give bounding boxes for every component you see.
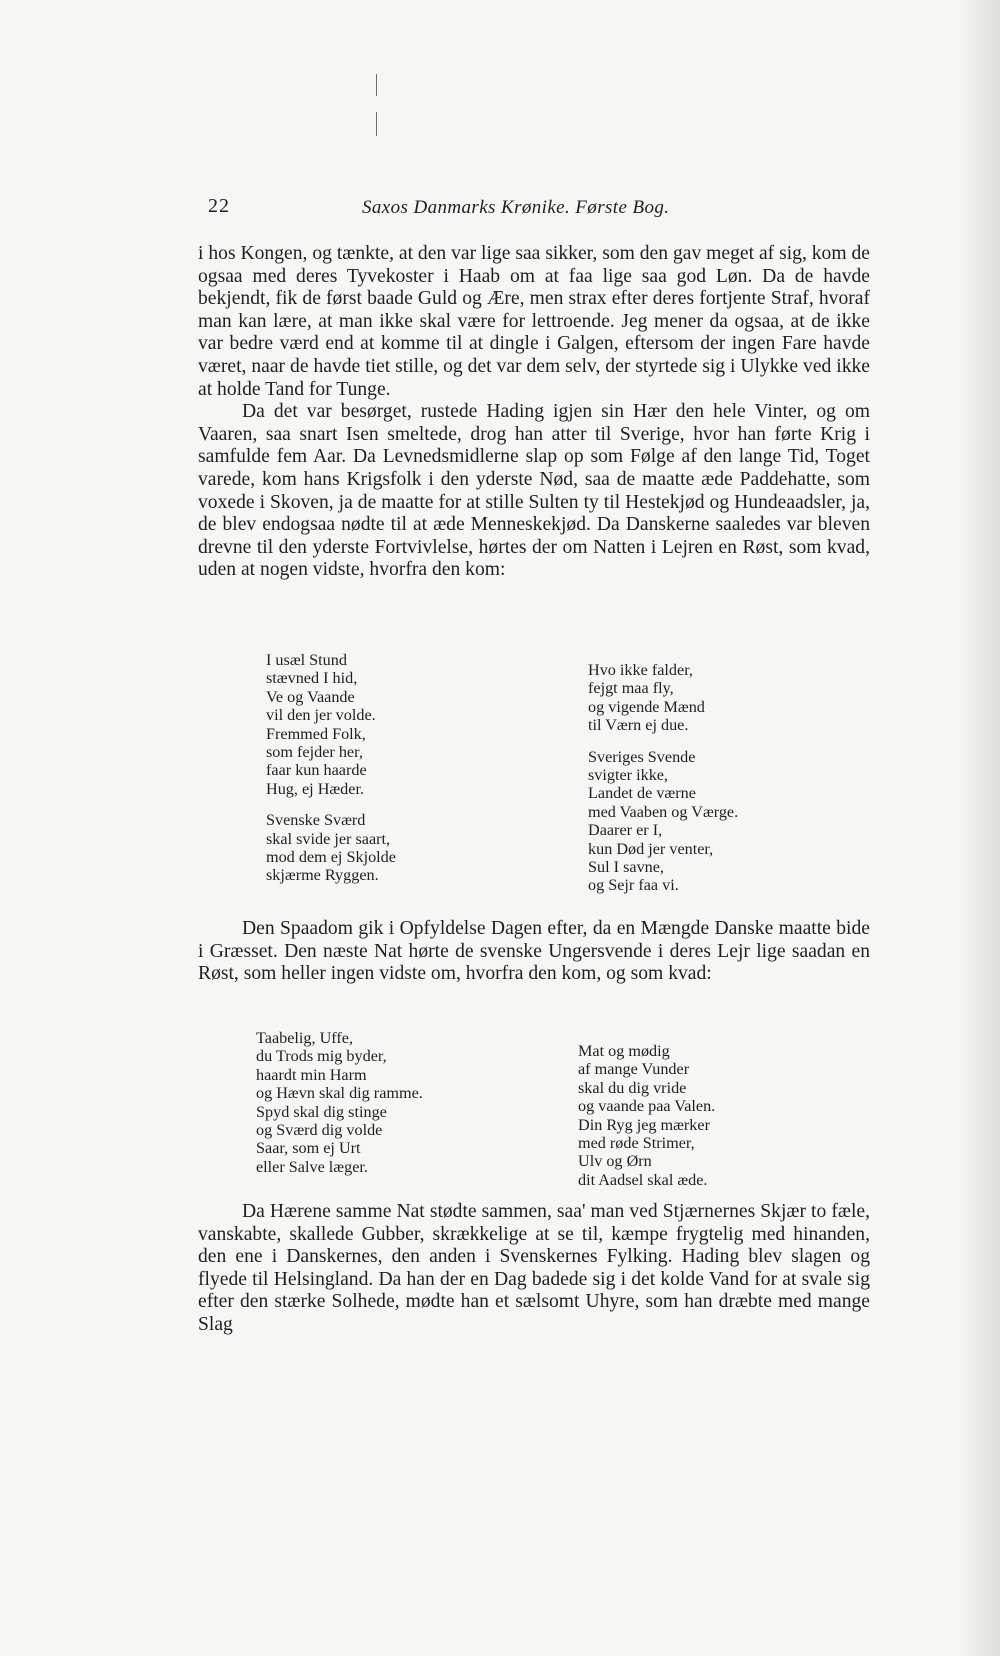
stanza (256, 1029, 423, 1176)
stanza (266, 811, 396, 885)
verse-line: dit Aadsel skal æde. (578, 1170, 708, 1189)
verse-line: du Trods mig byder, (256, 1047, 387, 1066)
verse-line: faar kun haarde (266, 761, 367, 780)
verse-line: med Vaaben og Værge. (588, 802, 739, 821)
verse-line: kun Død jer venter, (588, 839, 714, 858)
verse-line: med røde Strimer, (578, 1134, 695, 1153)
poem-2-right-column (578, 1042, 715, 1202)
verse-line: Spyd skal dig stinge (256, 1102, 387, 1121)
poem-2-left-column (256, 1029, 423, 1189)
verse-line: og vigende Mænd (588, 697, 705, 716)
verse-line: vil den jer volde. (266, 706, 376, 725)
verse-line: skjærme Ryggen. (266, 866, 379, 885)
verse-line: haardt min Harm (256, 1065, 367, 1084)
verse-line: Fremmed Folk, (266, 724, 366, 743)
gutter-line (376, 112, 377, 136)
paragraph: Da Hærene samme Nat stødte sammen, saa' man ved Stjærnernes Skjær to fæle, vanskabte, skallede Gubber, skrækkelige at se til, kæmpe frygtelig med hinanden, den ene i Danskernes, den anden i Svenskernes Fylking. Hading blev slagen og flyede til Helsingland. Da han der en Dag badede sig i det kolde Vand for at svale sig efter den stærke Solhede, mødte han et sælsomt Uhyre, som han dræbte med mange Slag (198, 1201, 870, 1335)
verse-line: Landet de værne (588, 784, 696, 803)
verse-line: stævned I hid, (266, 669, 358, 688)
verse-line: Svenske Sværd (266, 811, 366, 830)
stanza (588, 748, 738, 895)
paragraph: Den Spaadom gik i Opfyldelse Dagen efter, da en Mængde Danske maatte bide i Græsset. Den næste Nat hørte de svenske Ungersvende i deres Lejr lige saadan en Røst, som heller ingen vidste om, hvorfra den kom, og som kvad: (198, 918, 870, 985)
poem-1-left-column (266, 651, 396, 898)
verse-line: Hug, ej Hæder. (266, 779, 365, 798)
verse-line: Daarer er I, (588, 821, 663, 840)
poem-1-right-column (588, 661, 738, 908)
verse-line: Ulv og Ørn (578, 1152, 652, 1171)
verse-line: Taabelig, Uffe, (256, 1029, 353, 1047)
verse-line: Sul I savne, (588, 858, 664, 877)
page-edge-shadow (960, 0, 1000, 1656)
verse-line: fejgt maa fly, (588, 679, 674, 698)
paragraph: i hos Kongen, og tænkte, at den var lige saa sikker, som den gav meget af sig, kom de ogsaa med deres Tyvekoster i Haab om at faa lige saa god Løn. Da de havde bekjendt, fik de først baade Guld og Ære, men strax efter deres fortjente Straf, hvoraf man kan lære, at man ikke skal være for lettroende. Jeg mener da ogsaa, at de ikke var bedre værd end at komme til at dingle i Galgen, eftersom der ingen Fare havde været, naar de havde tiet stille, og det var dem selv, der styrtede sig i Ulykke ved ikke at holde Tand for Tunge. (198, 243, 870, 400)
verse-line: og Sværd dig volde (256, 1121, 383, 1140)
verse-line: af mange Vunder (578, 1060, 690, 1079)
verse-line: Hvo ikke falder, (588, 661, 693, 679)
verse-line: Ve og Vaande (266, 687, 355, 706)
verse-line: Sveriges Svende (588, 747, 696, 766)
verse-line: eller Salve læger. (256, 1157, 368, 1176)
text-block-bottom (198, 1201, 870, 1337)
verse-line: som fejder her, (266, 743, 363, 762)
text-block-middle (198, 918, 870, 986)
verse-line: skal du dig vride (578, 1078, 687, 1097)
verse-line: svigter ikke, (588, 766, 669, 785)
verse-line: til Værn ej due. (588, 716, 689, 735)
stanza (588, 661, 738, 735)
paragraph: Da det var besørget, rustede Hading igjen sin Hær den hele Vinter, og om Vaaren, saa snart Isen smeltede, drog han atter til Sverige, hvor han førte Krig i samfulde fem Aar. Da Levnedsmidlerne slap op som Følge af den lange Tid, Toget varede, kom hans Krigsfolk i den yderste Nød, saa de maatte æde Paddehatte, som voxede i Skoven, ja de maatte for at stille Sulten ty til Hestekjød og Hundeaadsler, ja, de blev endogsaa nødte til at æde Menneskekjød. Da Danskerne saaledes var bleven drevne til den yderste Fortvivlelse, hørtes der om Natten i Lejren en Røst, som kvad, uden at nogen vidste, hvorfra den kom: (198, 401, 870, 581)
verse-line: skal svide jer saart, (266, 829, 391, 848)
verse-line: Saar, som ej Urt (256, 1139, 361, 1158)
verse-line: I usæl Stund (266, 651, 347, 669)
page-header (0, 195, 1000, 225)
stanza (266, 651, 396, 798)
verse-line: og vaande paa Valen. (578, 1097, 716, 1116)
verse-line: mod dem ej Skjolde (266, 848, 396, 867)
page-number: 22 (208, 195, 230, 217)
gutter-line (376, 74, 377, 96)
verse-line: og Sejr faa vi. (588, 876, 679, 895)
verse-line: Mat og mødig (578, 1042, 670, 1060)
verse-line: og Hævn skal dig ramme. (256, 1084, 423, 1103)
verse-line: Din Ryg jeg mærker (578, 1115, 710, 1134)
running-title: Saxos Danmarks Krønike. Første Bog. (362, 197, 670, 218)
text-block-top (198, 243, 870, 582)
stanza (578, 1042, 715, 1189)
